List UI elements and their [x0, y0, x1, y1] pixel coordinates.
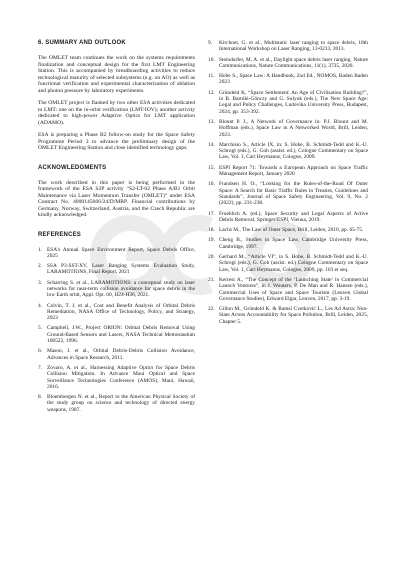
acknowledgments-paragraph: The work described in this paper is being performed in the framework of the ESA S2P activity “S2-LT-02 Phase A/B1 Orbit Maintenance via Laser Momentum Transfer (OMLET)” under ESA Contract No. 4000145666/24/D/MRP. Financial contributions by Germany, Norway, Switzerland, Austria, and the Czech Republic are kindly acknowledged. [38, 179, 195, 218]
reference-number: 17. [208, 210, 215, 217]
reference-item [208, 57, 368, 70]
reference-item [38, 263, 195, 276]
reference-number: 19. [208, 237, 215, 244]
reference-text: Mason, J. et al., Orbital Debris-Debris Collision Avoidance, Advances in Space Research, 2011. [47, 348, 195, 361]
reference-text: Scharring S. et al., LARAMOTIONS: a conceptual study on laser networks for near-term collision avoidance for space debris in the low Earth orbit, Appl. Opt. 60, H24-H36, 2021. [47, 279, 195, 299]
reference-text: Campbell, J.W., Project ORION: Orbital Debris Removal Using Ground-Based Sensors and Lasers, NASA Technical Memorandum 108522, 1996. [47, 325, 195, 345]
reference-text: Lachs M., The Law of Outer Space, Brill, Leiden, 2010, pp. 65-75. [219, 227, 364, 234]
reference-number: 6. [38, 348, 43, 355]
reference-number: 9. [208, 40, 213, 46]
reference-text: Bloembergen N. et al., Report to the American Physical Society of the study group on science and technology of directed energy weapons, 1987. [47, 394, 195, 413]
reference-text: Gerhard M., “Article VI”, in S. Hobe, B. Schmidt-Tedd and K.-U. Schrogl (eds.), G. Goh (assist. ed.) Cologne Commentary on Space Law, Vol. 1, Carl Heymanns, Cologne, 2009, pp. 103 et seq. [219, 254, 368, 273]
references-list-right [208, 40, 368, 325]
reference-text: Kerrest A., “The Concept of the ‘Launching State’ in Commercial Launch Ventures”, in J. Wouters, P. De Man and R. Hansen (eds.), Commercial Uses of Space and Space Tourism (Leuven Global Governance Studies), Edward Elgar, Leuven, 2017, pp. 3-19. [219, 276, 368, 302]
reference-number: 13. [208, 118, 215, 125]
reference-item [208, 90, 368, 115]
reference-number: 15. [208, 164, 215, 171]
reference-item [38, 303, 195, 322]
reference-item [208, 165, 368, 178]
reference-text: ESA's Annual Space Environment Report, Space Debris Office, 2025 [47, 246, 195, 259]
reference-number: 3. [38, 279, 43, 286]
reference-text: Kirchner, G. et al., Multistatic laser ranging to space debris, 18th International Workshop on Laser Ranging, 13-0213, 2013. [219, 40, 368, 53]
reference-text: Frandsen H. O., “Looking for the Rules-of-the-Road Of Outer Space: A Search for Basic Traffic Rules in Treaties, Guidelines and Standards”, Journal of Space Safety Engineering, Vol. 9, No. 2 (2022), pp. 231-238. [219, 181, 368, 207]
reference-item [208, 142, 368, 161]
reference-number: 18. [208, 227, 215, 234]
reference-text: Blount P. J., A Network of Governance in: P.J. Blount and M. Hoffman (eds.), Space Law in A Networked World, Brill, Leiden, 2023. [219, 118, 368, 138]
reference-text: ESPI Report 71: Towards a European Approach on Space Traffic Management Report, January 2020 [219, 164, 368, 178]
right-column [208, 40, 368, 329]
summary-paragraph-1: The OMLET team continues the work on the systems requirements finalization and conceptual design for the first LMT Engineering Station. This is accompanied by breadboarding activities to reduce technological maturity of selected subsystems (e.g. on AO) as well as functional verification and experimental characterization of ablation and photon pressure by laboratory experiments. [38, 55, 195, 94]
reference-number: 14. [208, 141, 215, 148]
reference-item [38, 325, 195, 344]
references-list-left [38, 247, 195, 414]
reference-number: 22. [208, 306, 215, 313]
reference-item [208, 211, 368, 224]
summary-paragraph-3: ESA is preparing a Phase B2 follow-on study for the Space Safety Programme Period 3 to advance the preliminary design of the OMLET Engineering Station and close identified technology gaps. [38, 132, 195, 151]
reference-text: Steindorfer, M. A. et al., Daylight space debris laser ranging. Nature Communications, Nature Communications, 11(1), 3735, 2020. [219, 56, 368, 69]
reference-number: 2. [38, 263, 43, 270]
reference-number: 4. [38, 302, 43, 309]
reference-item [208, 306, 368, 325]
reference-text: Colvin, T. J. et al., Cost and Benefit Analysis of Orbital Debris Remediation, NASA Office of Technology, Policy, and Strategy, 2023 [47, 302, 195, 322]
acknowledgments-heading: ACKNOWLEDGMENTS [38, 164, 107, 171]
summary-heading: 6. SUMMARY AND OUTLOOK [38, 40, 126, 46]
reference-text: Froehlich A. (ed.), Space Security and Legal Aspects of Active Debris Removal, Springer/ESPI, Vienna, 2019. [219, 210, 368, 223]
references-heading: REFERENCES [38, 231, 82, 238]
reference-number: 20. [208, 254, 215, 261]
reference-text: Marchisio S., Article IX, in: S. Hobe, B. Schmidt-Tedd and K.-U. Schrogl (eds.), G. Goh (assist. ed.), Cologne Commentary on Space Law, Vol. 1, Carl Heymanns, Cologne, 2009. [219, 141, 368, 161]
summary-paragraph-2: The OMLET project is flanked by two other ESA activities dedicated to LMT: one on the in-orbit verification (LMT-IOV); another activity dedicated to high-power Adaptive Optics for LMT application (ADAMO). [38, 100, 195, 126]
reference-item [38, 247, 195, 260]
reference-item [38, 348, 195, 361]
left-column [38, 40, 195, 417]
reference-item [38, 394, 195, 413]
reference-number: 11. [208, 73, 215, 80]
reference-item [38, 365, 195, 390]
reference-number: 10. [208, 56, 215, 63]
reference-item [208, 254, 368, 273]
reference-item [208, 73, 368, 86]
reference-text: Gründeld K, “Space Settlement: An Age of Civilisation Building?”, in B. Bartóki-Gönczy and G. Sulyok (eds.), The New Space Age: Legal and Policy Challenges, Ludovika University Press, Budapest, 2024, pp. 353-392. [219, 89, 368, 115]
reference-number: 7. [38, 364, 43, 371]
reference-text: Gillon M., Gründeld K. & Ramsi Cvetković L., Les Ad Astra: Non-State Actors Accountability for Space Pollution, Brill, Leiden, 2025, Chapter 5. [219, 306, 368, 325]
reference-item [38, 280, 195, 299]
reference-item [208, 237, 368, 250]
reference-number: 21. [208, 276, 215, 283]
reference-number: 8. [38, 394, 43, 401]
reference-number: 12. [208, 89, 215, 96]
reference-item [208, 40, 368, 53]
reference-text: Cheng B., Studies in Space Law, Cambridge University Press, Cambridge, 1997. [219, 237, 368, 250]
reference-number: 16. [208, 181, 215, 188]
reference-item [208, 119, 368, 138]
reference-text: SSA P3-SST-XV, Laser Ranging Systems Evaluation Study, LARAMOTIONS, Final Report, 2021 [47, 263, 195, 276]
reference-text: Zovaro, A. et al., Harnessing Adaptive Optics for Space Debris Collision Mitigation. In Advance Maui Optical and Space Surveillance Technologies Conference (AMOS), Maui, Hawaii, 2016. [47, 364, 195, 390]
reference-item [208, 181, 368, 206]
reference-number: 1. [38, 246, 43, 253]
reference-number: 5. [38, 325, 43, 332]
reference-item [208, 277, 368, 302]
reference-text: Hobe S., Space Law: A Handbook, 2nd Ed., NOMOS, Baden Baden 2023 [219, 73, 368, 86]
reference-item [208, 227, 368, 233]
